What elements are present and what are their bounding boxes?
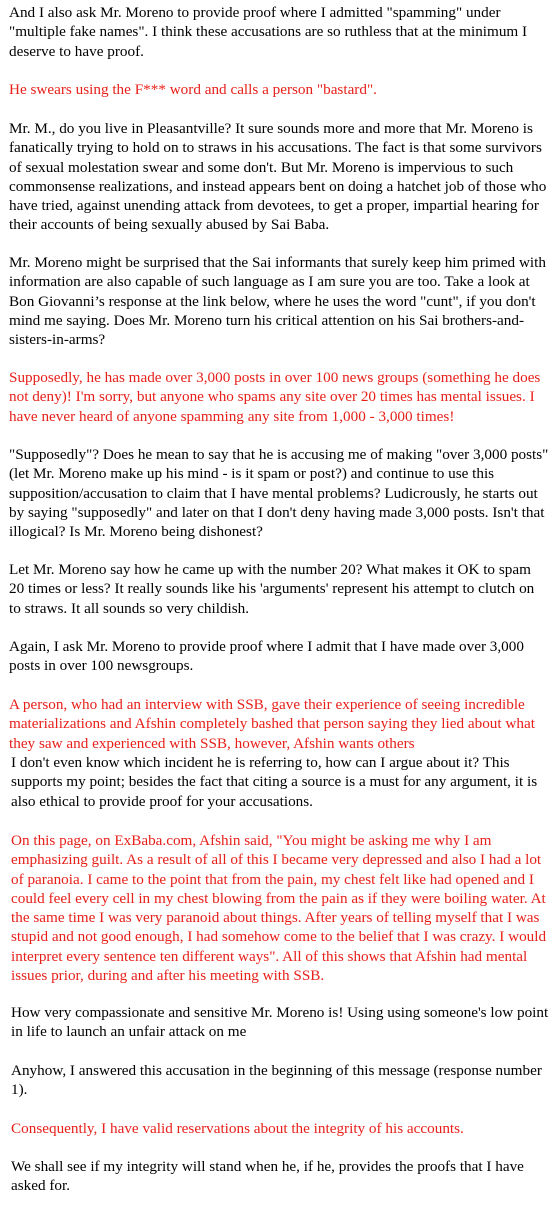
response-paragraph: And I also ask Mr. Moreno to provide proof where I admitted "spamming" under "multiple fake names". I think these accusations are so ruthless that at the minimum I deserve to have proof. <box>9 4 528 60</box>
quoted-accusation: On this page, on ExBaba.com, Afshin said, "You might be asking me why I am emphasizing guilt. As a result of all of this I became very depressed and also I had a lot of paranoia. I came to the point that from the pain, my chest felt like had opened and I could feel every cell in my chest blowing from the pain as if they were boiling water. At the same time I was very paranoid about things. After years of telling myself that I was stupid and not good enough, I had somehow come to the belief that I was crazy. I would interpret every sentence ten different ways". All of this shows that Afshin had mental issues prior, during and after his meeting with SSB. <box>11 832 547 985</box>
quoted-accusation: Supposedly, he has made over 3,000 posts in over 100 news groups (something he does not deny)! I'm sorry, but anyone who spams any site over 20 times has mental issues. I have never heard of anyone spamming any site from 1,000 - 3,000 times! <box>9 369 541 425</box>
quoted-accusation: He swears using the F*** word and calls a person "bastard". <box>9 81 377 98</box>
response-paragraph: Mr. M., do you live in Pleasantville? It sure sounds more and more that Mr. Moreno is fanatically trying to hold on to straws in his accusations. The fact is that some survivors of sexual molestation swear and some don't. But Mr. Moreno is impervious to such commonsense realizations, and instead appears bent on doing a hatchet job of those who have tried, against unending attack from devotees, to get a proper, impartial hearing for their accounts of being sexually abused by Sai Baba. <box>9 120 547 234</box>
response-paragraph: Again, I ask Mr. Moreno to provide proof where I admit that I have made over 3,000 posts in over 100 newsgroups. <box>9 638 524 675</box>
quoted-accusation: A person, who had an interview with SSB, gave their experience of seeing incredible materializations and Afshin completely bashed that person saying they lied about what they saw and experienced with SSB, however, Afshin wants others <box>9 696 535 752</box>
response-paragraph: Let Mr. Moreno say how he came up with the number 20? What makes it OK to spam 20 times or less? It really sounds like his 'arguments' represent his attempt to clutch on to straws. It all sounds so very childish. <box>9 561 535 617</box>
response-paragraph: "Supposedly"? Does he mean to say that he is accusing me of making "over 3,000 posts" (let Mr. Moreno make up his mind - is it spam or post?) and continue to use this supposition/accusation to claim that I have mental problems? Ludicrously, he starts out by saying "supposedly" and later on that I don't deny having made 3,000 posts. Isn't that illogical? Is Mr. Moreno being dishonest? <box>9 446 549 541</box>
quoted-accusation: Consequently, I have valid reservations about the integrity of his accounts. <box>11 1120 464 1137</box>
response-paragraph: Anyhow, I answered this accusation in the beginning of this message (response number 1). <box>11 1062 542 1099</box>
response-paragraph: We shall see if my integrity will stand when he, if he, provides the proofs that I have asked for. <box>11 1158 524 1195</box>
response-paragraph: How very compassionate and sensitive Mr. Moreno is! Using using someone's low point in life to launch an unfair attack on me <box>11 1004 549 1041</box>
response-paragraph: I don't even know which incident he is referring to, how can I argue about it? This supports my point; besides the fact that citing a source is a must for any argument, it is also ethical to provide proof for your accusations. <box>11 754 538 810</box>
response-paragraph: Mr. Moreno might be surprised that the Sai informants that surely keep him primed with information are also capable of such language as I am sure you are too. Take a look at Bon Giovanni’s response at the link below, where he uses the word "cunt", if you don't mind me saying. Does Mr. Moreno turn his critical attention on his Sai brothers-and-sisters-in-arms? <box>9 254 546 349</box>
